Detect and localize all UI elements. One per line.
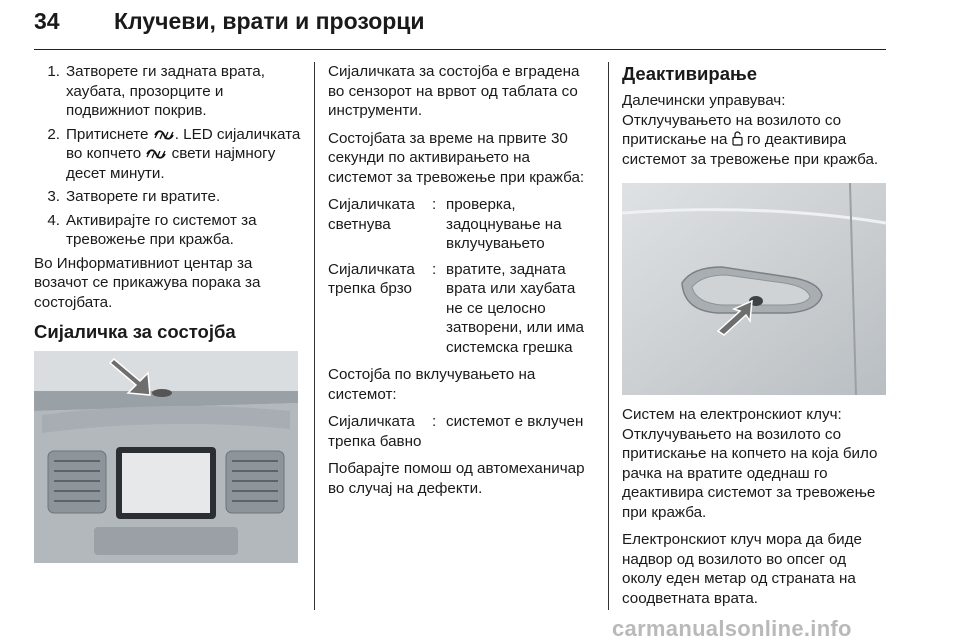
- dashboard-photo: [34, 351, 298, 563]
- list-item: 3. Затворете ги вратите.: [47, 188, 221, 205]
- info-paragraph: Електронскиот клуч мора да биде надвор од возилото во опсег од околу еден метар од страната на соодветната врата.: [622, 531, 862, 607]
- section-heading: Сијаличка за состојба: [34, 321, 236, 342]
- list-item: 1. Затворете ги задната врата, хаубата, прозорците и подвижниот покрив.: [47, 63, 265, 119]
- door-handle-illustration: [622, 183, 886, 395]
- separator: :: [432, 260, 437, 278]
- status-label: Сијаличката трепка брзо: [328, 260, 415, 297]
- info-paragraph: Состојба по вклучувањето на системот:: [328, 366, 536, 403]
- status-label: Сијаличката трепка бавно: [328, 413, 422, 450]
- column-divider: [314, 62, 315, 610]
- info-paragraph: Во Информативниот центар за возачот се прикажува порака за состојбата.: [34, 254, 261, 311]
- separator: :: [432, 413, 437, 430]
- column-left: [34, 62, 302, 563]
- section-heading: Деактивирање: [622, 63, 758, 84]
- column-right: [622, 62, 888, 616]
- column-divider: [608, 62, 609, 610]
- page-header: [34, 8, 886, 48]
- status-value: системот е вклучен: [446, 413, 584, 430]
- anti-theft-lock-icon: [153, 129, 175, 141]
- list-item: 4. Активирајте го системот за тревожење при кражба.: [47, 211, 257, 248]
- status-table: [328, 412, 594, 451]
- unlock-icon: [732, 131, 743, 146]
- separator: :: [432, 196, 437, 213]
- page-number: 34: [34, 8, 60, 34]
- column-middle: [328, 62, 594, 506]
- watermark: carmanualsonline.info: [612, 616, 852, 641]
- dashboard-illustration: [34, 351, 298, 563]
- status-table: [328, 195, 594, 357]
- info-paragraph: Состојбата за време на првите 30 секунди по активирањето на системот за тревожење при кражба:: [328, 129, 585, 186]
- list-item: 2. Притиснете . LED сијаличката во копчето свети најмногу десет минути.: [47, 125, 301, 182]
- page-title: Клучеви, врати и прозорци: [114, 8, 425, 34]
- info-paragraph: Побарајте помош од автомеханичар во случај на дефекти.: [328, 460, 585, 497]
- door-handle-photo: [622, 183, 886, 395]
- info-paragraph: Далечински управувач: Отклучувањето на возилото со притискање на го деактивира системот за тревожење при кражба.: [622, 92, 879, 168]
- steps-list: [34, 62, 302, 250]
- header-divider: [34, 49, 886, 50]
- status-value: проверка, задоцнување на вклучувањето: [446, 196, 562, 252]
- status-label: Сијаличката светнува: [328, 196, 415, 233]
- info-paragraph: Систем на електронскиот клуч: Отклучувањето на возилото со притискање на копчето на која било рачка на вратите одеднаш го деактивира системот за тревожење при кражба.: [622, 406, 878, 521]
- info-paragraph: Сијаличката за состојба е вградена во сензорот на врвот од таблата со инструменти.: [328, 63, 580, 119]
- anti-theft-lock-icon: [145, 148, 167, 160]
- status-value: вратите, задната врата или хаубата не се целосно затворени, или има системска грешка: [446, 260, 584, 356]
